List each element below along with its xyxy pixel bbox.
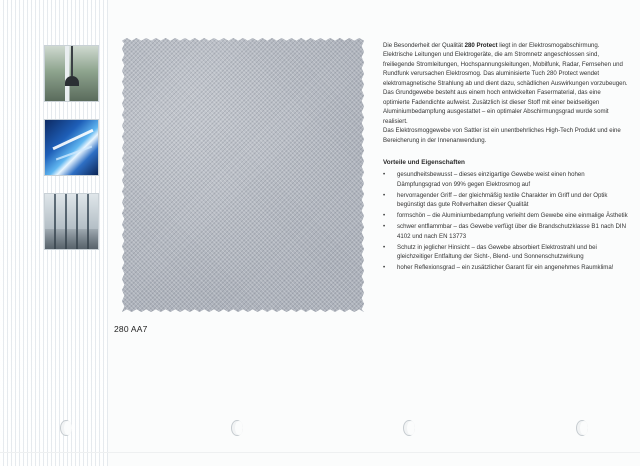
benefit-text: gesundheitsbewusst – dieses einzigartige Gewebe weist einen hohen Dämpfungsgrad von 99% gegen Elektrosmog auf xyxy=(397,171,585,188)
electromagnetic-radiation-photo xyxy=(44,119,99,176)
benefit-item xyxy=(383,263,628,272)
light-beam xyxy=(56,146,92,161)
benefit-item xyxy=(383,222,628,241)
benefit-item xyxy=(383,191,628,210)
binder-hole-icon xyxy=(231,420,243,436)
benefits-heading: Vorteile und Eigenschaften xyxy=(383,158,465,166)
benefit-item xyxy=(383,243,628,262)
interior-lamp-photo xyxy=(44,45,99,102)
benefit-text: formschön – die Aluminiumbedampfung verleiht dem Gewebe eine einmalige Ästhetik xyxy=(397,212,628,220)
benefit-text: hoher Reflexionsgrad – ein zusätzlicher Garant für ein angenehmes Raumklima! xyxy=(397,264,614,272)
blind-shade xyxy=(45,229,98,249)
benefits-list xyxy=(383,170,628,272)
closing-paragraph: Das Elektrosmoggewebe von Sattler ist ein unentbehrliches High-Tech Produkt und eine Bereicherung in der Innenanwendung. xyxy=(383,127,621,144)
benefit-text: schwer entflammbar – das Gewebe verfügt über die Brandschutzklasse B1 nach DIN 4102 und nach EN 13773 xyxy=(397,223,626,240)
description-column xyxy=(383,41,628,274)
window-blinds-photo xyxy=(44,193,99,250)
intro-paragraph xyxy=(383,41,628,88)
intro-rest: liegt in der Elektrosmogabschirmung. Elektrische Leitungen und Elektrogeräte, die am Stromnetz angeschlossen sind, freiliegende Stromleitungen, Hochspannungsleitungen, Mobilfunk, Radar, Fernsehen und Rundfunk verursachen Elektrosmog. Das aluminisierte Tuch 280 Protect wendet elektromagnetische Strahlung ab und dient dazu, schädlichen Auswirkungen vorzubeugen. xyxy=(383,42,628,87)
page-bottom-edge xyxy=(0,452,640,453)
bullet-icon: • xyxy=(383,171,386,179)
benefit-text: Schutz in jeglicher Hinsicht – das Gewebe absorbiert Elektrostrahl und bei gleichzeitiger Entfaltung der Sicht-, Blend- und Sonnenschutzwirkung xyxy=(397,243,597,261)
binder-hole-icon xyxy=(60,420,72,436)
lamp-cord xyxy=(71,46,73,76)
bullet-icon: • xyxy=(383,223,386,231)
bullet-icon: • xyxy=(383,212,386,220)
bullet-icon: • xyxy=(383,191,386,199)
binder-hole-icon xyxy=(403,420,415,436)
product-name: 280 Protect xyxy=(464,42,498,49)
base-fabric-paragraph: Das Grundgewebe besteht aus einem hoch entwickelten Fasermaterial, das eine optimierte Fadendichte aufweist. Zusätzlich ist dieser Stoff mit einer beidseitigen Aluminiumbedampfung ausgestattet – ein optimaler Abschirmungsgrad wurde somit realisiert. xyxy=(383,89,609,125)
fabric-swatch xyxy=(122,38,364,312)
benefit-text: hervorragender Griff – der gleichmäßig textile Charakter im Griff und der Optik begünstigt das gute Rollverhalten dieser Qualität xyxy=(397,191,608,209)
benefit-item xyxy=(383,211,628,220)
bullet-icon: • xyxy=(383,264,386,272)
fabric-code: 280 AA7 xyxy=(114,324,148,334)
intro-lead: Die Besonderheit der Qualität xyxy=(383,42,465,49)
bullet-icon: • xyxy=(383,243,386,251)
benefit-item xyxy=(383,170,628,189)
binder-hole-icon xyxy=(576,420,588,436)
pendant-lamp xyxy=(65,76,79,86)
